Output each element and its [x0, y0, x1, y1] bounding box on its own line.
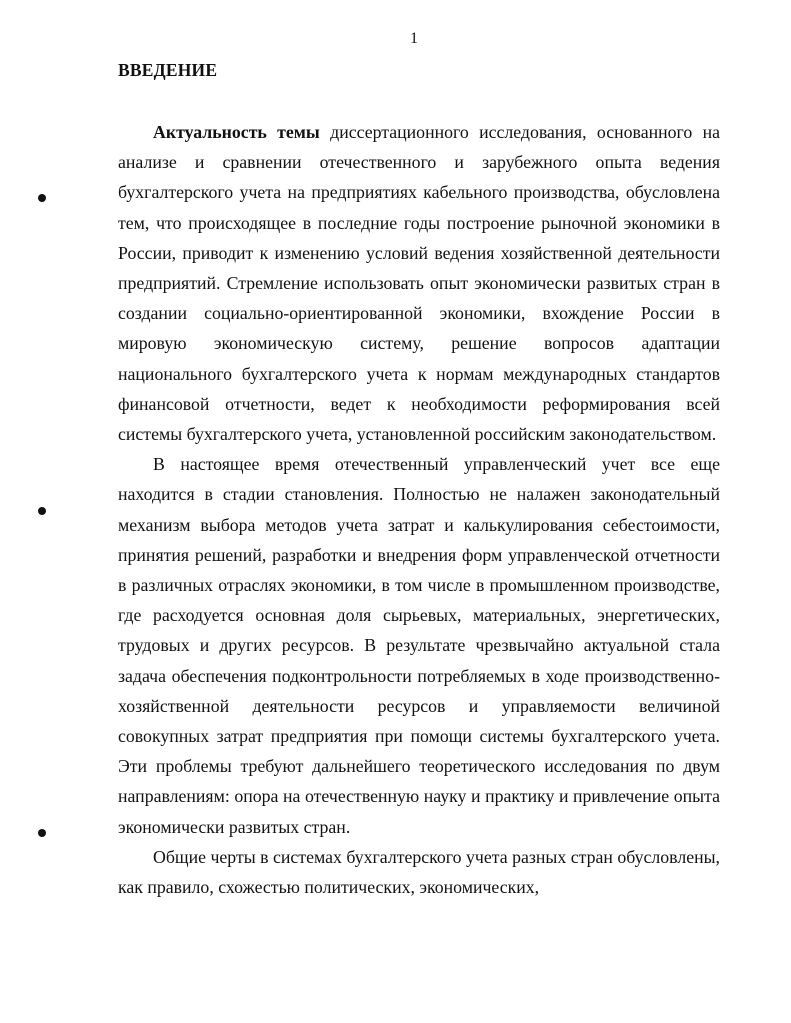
page-number: 1: [410, 30, 418, 47]
section-heading: ВВЕДЕНИЕ: [118, 60, 218, 80]
margin-mark: [38, 829, 46, 837]
margin-mark: [38, 507, 46, 515]
paragraph-common-features: [118, 842, 720, 902]
margin-mark: [38, 194, 46, 202]
paragraph-management-accounting: [118, 449, 720, 842]
body-text: [118, 117, 720, 902]
paragraph-text: Общие черты в системах бухгалтерского учета разных стран обусловлены, как правило, схожестью политических, экономических,: [118, 846, 720, 898]
paragraph-text: В настоящее время отечественный управленческий учет все еще находится в стадии становления. Полностью не налажен законодательный механизм выбора методов учета затрат и калькулирования себестоимости, принятия решений, разработки и внедрения форм управленческой отчетности в различных отраслях экономики, в том числе в промышленном производстве, где расходуется основная доля сырьевых, материальных, энергетических, трудовых и других ресурсов. В результате чрезвычайно актуальной стала задача обеспечения подконтрольности потребляемых в ходе производственно-хозяйственной деятельности ресурсов и управляемости величиной совокупных затрат предприятия при помощи системы бухгалтерского учета. Эти проблемы требуют дальнейшего теоретического исследования по двум направлениям: опора на отечественную науку и практику и привлечение опыта экономически развитых стран.: [118, 454, 720, 837]
paragraph-lead: Актуальность темы: [153, 122, 320, 142]
paragraph-relevance: [118, 117, 720, 449]
paragraph-text: диссертационного исследования, основанного на анализе и сравнении отечественного и зарубежного опыта ведения бухгалтерского учета на предприятиях кабельного производства, обусловлена тем, что происходящее в последние годы построение рыночной экономики в России, приводит к изменению условий ведения хозяйственной деятельности предприятий. Стремление использовать опыт экономически развитых стран в создании социально-ориентированной экономики, вхождение России в мировую экономическую систему, решение вопросов адаптации национального бухгалтерского учета к нормам международных стандартов финансовой отчетности, ведет к необходимости реформирования всей системы бухгалтерского учета, установленной российским законодательством.: [118, 122, 721, 445]
